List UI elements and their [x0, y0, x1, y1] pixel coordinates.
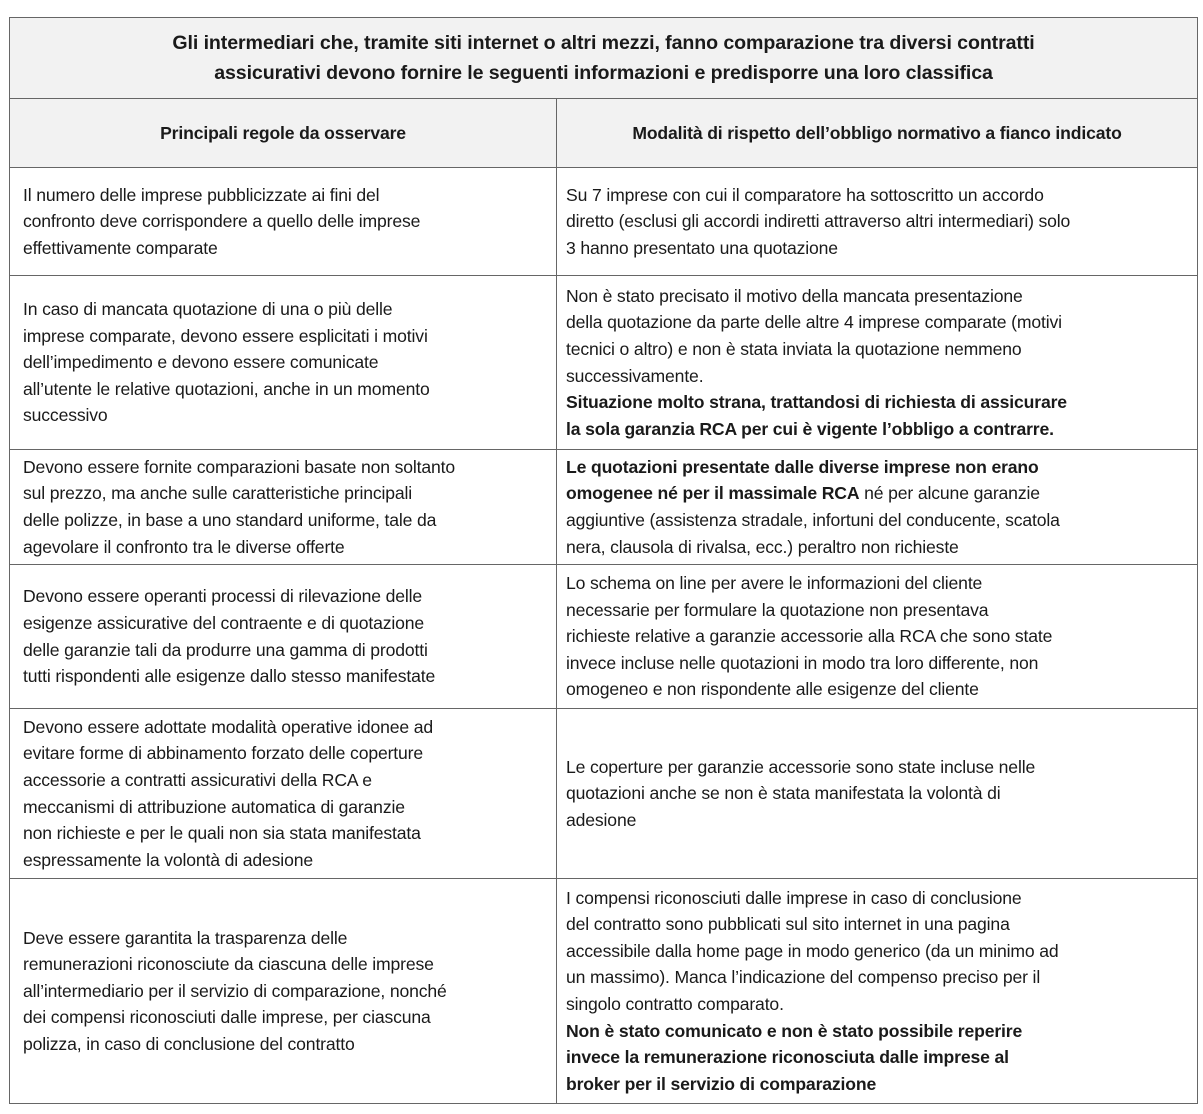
text-line: 3 hanno presentato una quotazione	[566, 237, 838, 258]
text-line: delle garanzie tali da produrre una gamma di prodotti	[23, 639, 428, 660]
text-line: non richieste e per le quali non sia stata manifestata	[23, 823, 421, 844]
table-row	[10, 276, 1198, 450]
text-line: delle polizze, in base a uno standard uniforme, tale da	[23, 510, 437, 530]
title-line: assicurativi devono fornire le seguenti informazioni e predisporre una loro classifica	[214, 62, 993, 84]
bold-text-line: invece la remunerazione riconosciuta dalle imprese al	[566, 1047, 1009, 1068]
text-line: all’intermediario per il servizio di comparazione, nonché	[23, 980, 447, 1001]
text-line: nera, clausola di rivalsa, ecc.) peraltro non richieste	[566, 536, 959, 557]
table-row	[10, 565, 1198, 709]
rule-cell	[10, 168, 557, 276]
text-line: confronto deve corrispondere a quello delle imprese	[23, 211, 421, 232]
text-line: diretto (esclusi gli accordi indiretti attraverso altri intermediari) solo	[566, 211, 1071, 232]
text-line: esigenze assicurative del contraente e di quotazione	[23, 612, 425, 633]
text-line: tutti rispondenti alle esigenze dallo stesso manifestate	[23, 666, 436, 687]
text-line: meccanismi di attribuzione automatica di garanzie	[23, 796, 405, 817]
bold-text-line: la sola garanzia RCA per cui è vigente l’obbligo a contrarre.	[566, 418, 1054, 439]
compliance-cell	[557, 450, 1198, 565]
text-line: un massimo). Manca l’indicazione del compenso preciso per il	[566, 967, 1041, 988]
text-line: Il numero delle imprese pubblicizzate ai fini del	[23, 184, 380, 205]
text-line: della quotazione da parte delle altre 4 imprese comparate (motivi	[566, 312, 1062, 333]
text-line: accessibile dalla home page in modo generico (da un minimo ad	[566, 940, 1059, 961]
text-span: né per alcune garanzie	[859, 483, 1040, 504]
table-row	[10, 450, 1198, 565]
title-line: Gli intermediari che, tramite siti internet o altri mezzi, fanno comparazione tra diversi contratti	[172, 32, 1035, 54]
text-line: Devono essere fornite comparazioni basate non soltanto	[23, 456, 456, 477]
bold-text-line: Le quotazioni presentate dalle diverse imprese non erano	[566, 456, 1039, 477]
text-line: agevolare il confronto tra le diverse offerte	[23, 536, 345, 557]
column-header-rules: Principali regole da osservare	[10, 99, 557, 168]
text-line: dei compensi riconosciuti dalle imprese, per ciascuna	[23, 1007, 431, 1028]
text-line: Lo schema on line per avere le informazioni del cliente	[566, 573, 983, 594]
text-line: evitare forme di abbinamento forzato delle coperture	[23, 743, 424, 764]
text-line: adesione	[566, 809, 637, 830]
text-line: sul prezzo, ma anche sulle caratteristiche principali	[23, 483, 413, 504]
rule-cell	[10, 276, 557, 450]
compliance-cell	[557, 168, 1198, 276]
compliance-cell	[557, 565, 1198, 709]
text-line: polizza, in caso di conclusione del contratto	[23, 1033, 355, 1054]
text-line: I compensi riconosciuti dalle imprese in caso di conclusione	[566, 887, 1022, 908]
table-row	[10, 879, 1198, 1104]
bold-text-line: broker per il servizio di comparazione	[566, 1073, 877, 1094]
text-line: Su 7 imprese con cui il comparatore ha sottoscritto un accordo	[566, 184, 1044, 205]
text-line: omogeneo e non rispondente alle esigenze del cliente	[566, 679, 979, 700]
text-line: espressamente la volontà di adesione	[23, 849, 313, 870]
rule-cell	[10, 879, 557, 1104]
text-line: tecnici o altro) e non è stata inviata la quotazione nemmeno	[566, 338, 1022, 359]
text-line: Devono essere adottate modalità operative idonee ad	[23, 716, 433, 737]
compliance-cell	[557, 879, 1198, 1104]
bold-text-span: omogenee né per il massimale RCA	[566, 483, 860, 504]
rule-cell	[10, 709, 557, 879]
table-row	[10, 168, 1198, 276]
text-line: In caso di mancata quotazione di una o più delle	[23, 299, 393, 320]
text-line: necessarie per formulare la quotazione non presentava	[566, 599, 989, 620]
text-line: Devono essere operanti processi di rilevazione delle	[23, 586, 423, 607]
text-line: richieste relative a garanzie accessorie alla RCA che sono state	[566, 626, 1053, 647]
text-line: successivo	[23, 405, 108, 426]
table-title	[10, 18, 1198, 99]
text-line: del contratto sono pubblicati sul sito internet in una pagina	[566, 914, 1010, 935]
text-line: dell’impedimento e devono essere comunicate	[23, 352, 379, 373]
text-line: quotazioni anche se non è stata manifestata la volontà di	[566, 783, 1001, 804]
text-line: Le coperture per garanzie accessorie sono state incluse nelle	[566, 756, 1036, 777]
text-line	[566, 480, 1185, 507]
text-line: Deve essere garantita la trasparenza delle	[23, 927, 348, 948]
compliance-cell	[557, 276, 1198, 450]
document	[9, 17, 1197, 1104]
text-line: aggiuntive (assistenza stradale, infortuni del conducente, scatola	[566, 510, 1060, 530]
compliance-cell	[557, 709, 1198, 879]
bold-text-line: Situazione molto strana, trattandosi di richiesta di assicurare	[566, 392, 1067, 413]
rule-cell	[10, 450, 557, 565]
text-line: effettivamente comparate	[23, 237, 218, 258]
text-line: invece incluse nelle quotazioni in modo tra loro differente, non	[566, 652, 1039, 673]
header-row	[10, 99, 1198, 168]
bold-text-line: Non è stato comunicato e non è stato possibile reperire	[566, 1020, 1023, 1041]
text-line: successivamente.	[566, 365, 704, 386]
rule-cell	[10, 565, 557, 709]
title-row	[10, 18, 1198, 99]
text-line: singolo contratto comparato.	[566, 994, 784, 1014]
table-row	[10, 709, 1198, 879]
text-line: all’utente le relative quotazioni, anche in un momento	[23, 378, 430, 399]
text-line: accessorie a contratti assicurativi della RCA e	[23, 769, 372, 790]
comparison-rules-table	[9, 17, 1198, 1104]
text-line: remunerazioni riconosciute da ciascuna delle imprese	[23, 954, 434, 975]
column-header-compliance: Modalità di rispetto dell’obbligo normativo a fianco indicato	[557, 99, 1198, 168]
text-line: Non è stato precisato il motivo della mancata presentazione	[566, 285, 1023, 306]
text-line: imprese comparate, devono essere esplicitati i motivi	[23, 325, 428, 346]
